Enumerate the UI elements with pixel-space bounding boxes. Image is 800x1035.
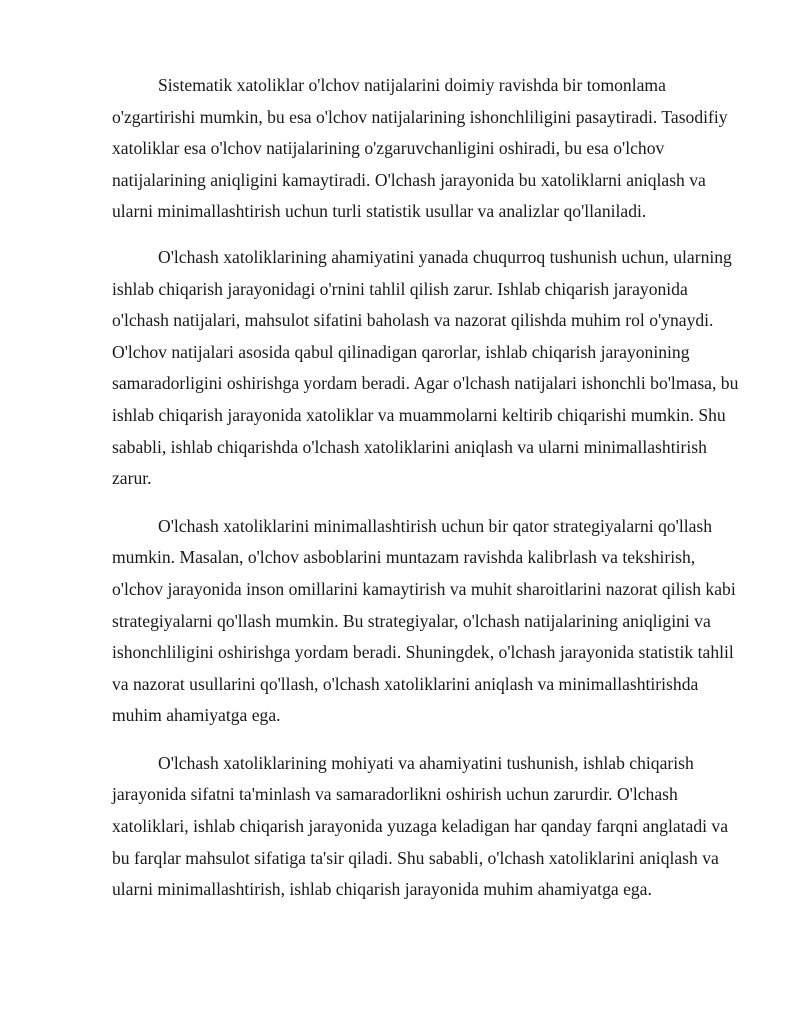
paragraph-conclusion: O'lchash xatoliklarining mohiyati va ahamiyatini tushunish, ishlab chiqarish jarayonida sifatni ta'minlash va samaradorlikni oshirish uchun zarurdir. O'lchash xatoliklari, ishlab chiqarish jarayonida yuzaga keladigan har qanday farqni anglatadi va bu farqlar mahsulot sifatiga ta'sir qiladi. Shu sababli, o'lchash xatoliklarini aniqlash va ularni minimallashtirish, ishlab chiqarish jarayonida muhim ahamiyatga ega. [112,752,729,900]
document-page [112,70,744,920]
paragraph-minimization-strategies: O'lchash xatoliklarini minimallashtirish uchun bir qator strategiyalarni qo'llash mumkin. Masalan, o'lchov asboblarini muntazam ravishda kalibrlash va tekshirish, o'lchov jarayonida inson omillarini kamaytirish va muhit sharoitlarini nazorat qilish kabi strategiyalarni qo'llash mumkin. Bu strategiyalar, o'lchash natijalarining aniqligini va ishonchliligini oshirishga yordam beradi. Shuningdek, o'lchash jarayonida statistik tahlil va nazorat usullarini qo'llash, o'lchash xatoliklarini aniqlash va minimallashtirishda muhim ahamiyatga ega. [112,515,736,726]
paragraph-importance-of-errors: O'lchash xatoliklarining ahamiyatini yanada chuqurroq tushunish uchun, ularning ishlab chiqarish jarayonidagi o'rnini tahlil qilish zarur. Ishlab chiqarish jarayonida o'lchash natijalari, mahsulot sifatini baholash va nazorat qilishda muhim rol o'ynaydi. O'lchov natijalari asosida qabul qilinadigan qarorlar, ishlab chiqarish jarayonining samaradorligini oshirishga yordam beradi. Agar o'lchash natijalari ishonchli bo'lmasa, bu ishlab chiqarish jarayonida xatoliklar va muammolarni keltirib chiqarishi mumkin. Shu sababli, ishlab chiqarishda o'lchash xatoliklarini aniqlash va ularni minimallashtirish zarur. [112,246,739,489]
paragraph-systematic-errors: Sistematik xatoliklar o'lchov natijalarini doimiy ravishda bir tomonlama o'zgartirishi mumkin, bu esa o'lchov natijalarining ishonchliligini pasaytiradi. Tasodifiy xatoliklar esa o'lchov natijalarining o'zgaruvchanligini oshiradi, bu esa o'lchov natijalarining aniqligini kamaytiradi. O'lchash jarayonida bu xatoliklarni aniqlash va ularni minimallashtirish uchun turli statistik usullar va analizlar qo'llaniladi. [112,75,728,222]
